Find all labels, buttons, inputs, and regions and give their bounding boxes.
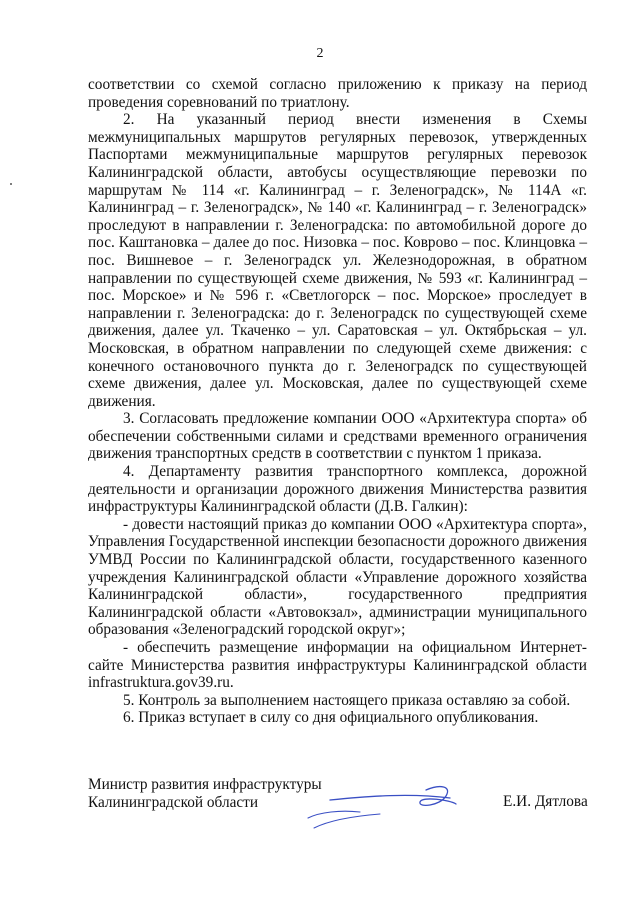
signatory-name: Е.И. Дятлова <box>503 793 588 810</box>
paragraph-item-4-bullet-1: - довести настоящий приказ до компании ООО «Архитектура спорта», Управления Государственной инспекции безопасности дорожного движения УМВД России по Калининградской области, государственного казенного учреждения Калининградской области «Управление дорожного хозяйства Калининградской области», государственного предприятия Калининградской области «Автовокзал», администрации муниципального образования «Зеленоградский городской округ»; <box>88 515 587 639</box>
paragraph-item-4: 4. Департаменту развития транспортного комплекса, дорожной деятельности и организации дорожного движения Министерства развития инфраструктуры Калининградской области (Д.В. Галкин): <box>88 463 587 516</box>
paragraph-item-5: 5. Контроль за выполнением настоящего приказа оставляю за собой. <box>123 691 571 709</box>
signatory-title-line1: Министр развития инфраструктуры <box>88 776 322 793</box>
paragraph-item-2: 2. На указанный период внести изменения в Схемы межмуниципальных маршрутов регулярных перевозок, утвержденных Паспортами межмуниципальные маршрутов регулярных перевозок Калининградской области, автобусы осуществляющие перевозки по маршрутам № 114 «г. Калининград – г. Зеленоградск», № 114А «г. Калининград – г. Зеленоградск», № 140 «г. Калининград – г. Зеленоградск» проследуют в направлении г. Зеленоградска: по автомобильной дороге до пос. Каштановка – далее до пос. Низовка – пос. Коврово – пос. Клинцовка – пос. Вишневое – г. Зеленоградск ул. Железнодорожная, в обратном направлении по существующей схеме движения, № 593 «г. Калининград – пос. Морское» и № 596 г. «Светлогорск – пос. Морское» проследует в направлении г. Зеленоградска: до г. Зеленоградск по существующей схеме движения, далее ул. Ткаченко – ул. Саратовская – ул. Октябрьская – ул. Московская, в обратном направлении по следующей схеме движения: с конечного остановочного пункта до г. Зеленоградск по существующей схеме движения, далее ул. Московская, далее по существующей схеме движения. <box>88 111 587 410</box>
page-number: 2 <box>316 46 324 61</box>
paragraph-item-6: 6. Приказ вступает в силу со дня официального опубликования. <box>123 709 539 727</box>
signatory-title-line2: Калининградской области <box>88 793 259 811</box>
scan-speck <box>10 183 12 185</box>
handwritten-signature <box>300 778 460 838</box>
document-body <box>88 76 587 727</box>
signatory-title <box>88 776 322 811</box>
paragraph-item-4-bullet-2: - обеспечить размещение информации на официальном Интернет-сайте Министерства развития инфраструктуры Калининградской области infrastruktura.gov39.ru. <box>88 639 587 692</box>
paragraph-item-3: 3. Согласовать предложение компании ООО «Архитектура спорта» об обеспечении собственными силами и средствами временного ограничения движения транспортных средств в соответствии с пунктом 1 приказа. <box>88 410 587 463</box>
paragraph-continuation: соответствии со схемой согласно приложению к приказу на период проведения соревнований по триатлону. <box>88 76 587 111</box>
